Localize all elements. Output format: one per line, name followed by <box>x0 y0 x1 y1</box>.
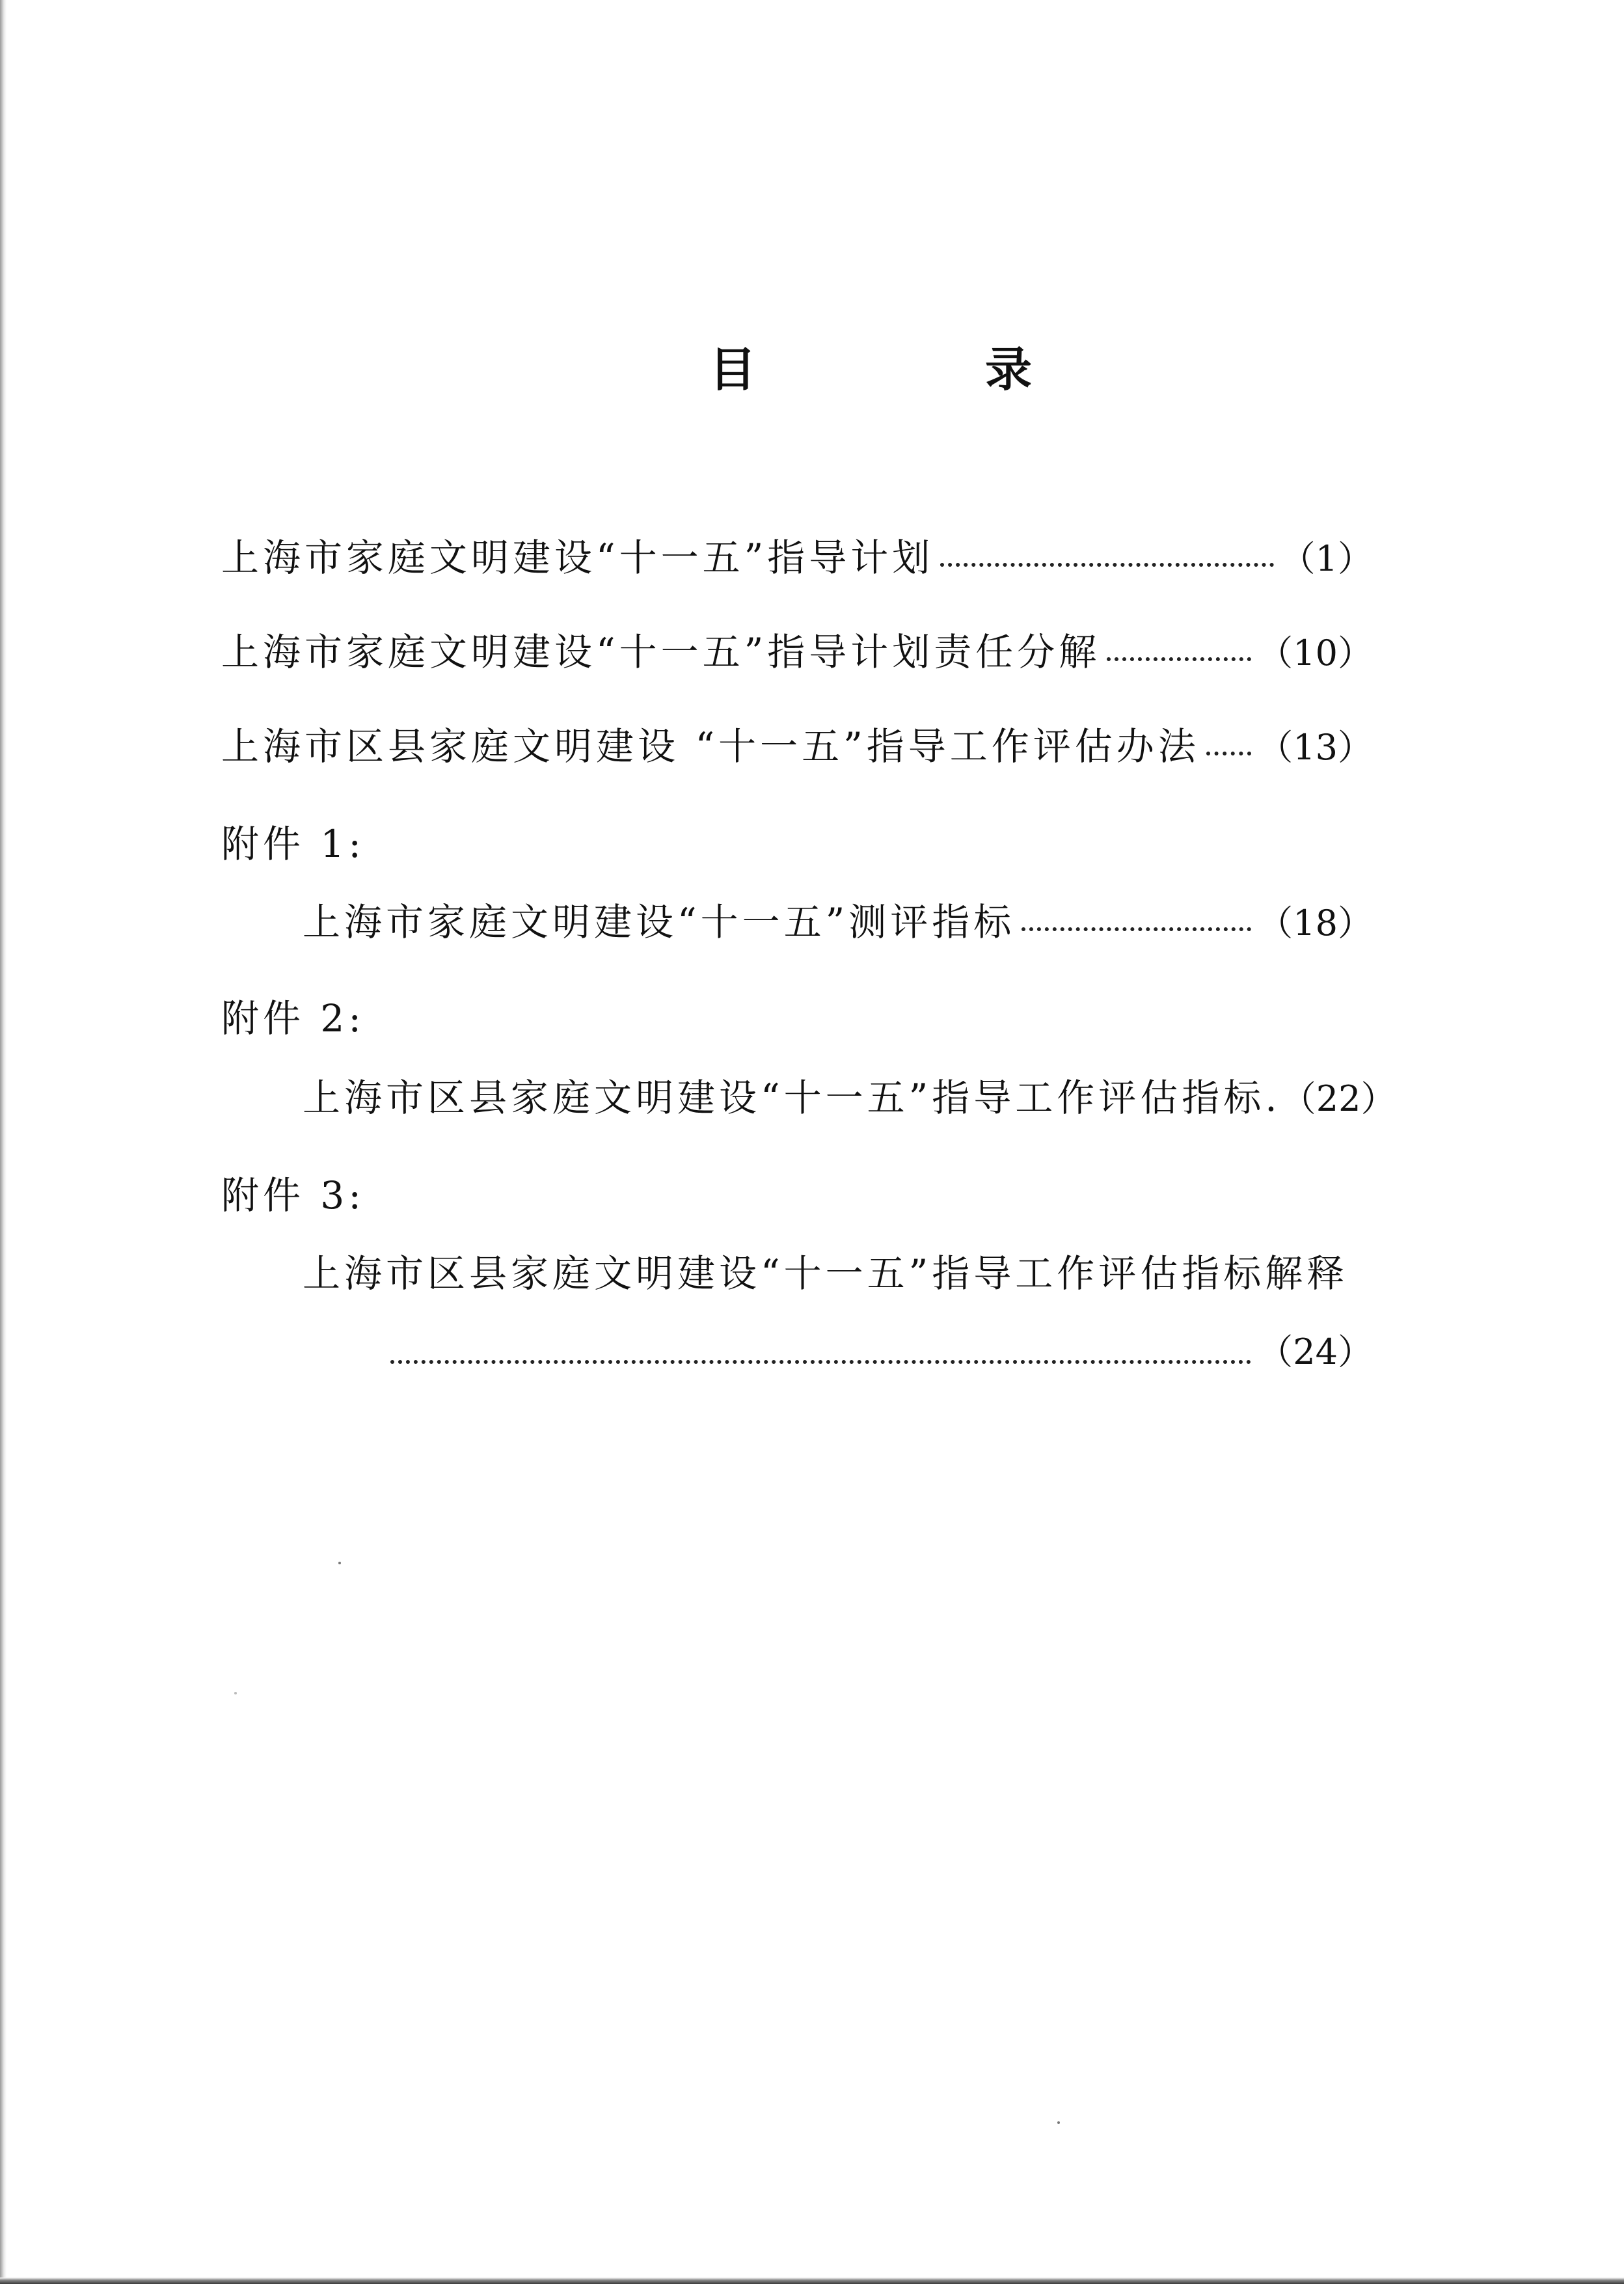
toc-page-number: （1） <box>1280 538 1373 579</box>
toc-entry-label: 上海市区县家庭文明建设 “十一五”指导工作评估办法 <box>221 724 1200 768</box>
page-title: 目 录 <box>709 342 1124 397</box>
toc-page-number: （10） <box>1258 632 1373 673</box>
toc-leader-dots <box>940 563 1273 567</box>
attachment-1-heading: 附件 1: <box>221 822 365 866</box>
toc-entry-label: 上海市家庭文明建设“十一五”测评指标 <box>303 900 1016 944</box>
toc-leader-dots <box>390 1360 1251 1364</box>
toc-attachment-3-leader <box>390 1324 1373 1376</box>
scan-edge-bottom <box>0 2277 1624 2284</box>
toc-entry-label: 上海市区县家庭文明建设“十一五”指导工作评估指标. <box>303 1076 1281 1120</box>
toc-entry-label: 上海市家庭文明建设“十一五”指导计划 <box>221 536 934 580</box>
toc-leader-dots <box>1022 927 1251 931</box>
scan-speck <box>234 1692 237 1694</box>
scan-edge-left <box>0 0 7 2284</box>
toc-entry-1 <box>221 527 1373 579</box>
toc-entry-label: 上海市家庭文明建设“十一五”指导计划责任分解 <box>221 630 1101 674</box>
toc-entry-2 <box>221 621 1373 673</box>
toc-entry-3 <box>221 716 1373 768</box>
attachment-3-heading: 附件 3: <box>221 1173 365 1217</box>
scan-speck <box>338 1562 341 1564</box>
toc-attachment-1 <box>303 891 1373 944</box>
scan-speck <box>1057 2121 1060 2124</box>
toc-page-number: （22） <box>1280 1078 1396 1119</box>
toc-leader-dots <box>1107 657 1251 661</box>
toc-page-number: （18） <box>1258 903 1373 944</box>
toc-page-number: （13） <box>1258 727 1373 768</box>
toc-page-number: （24） <box>1258 1331 1373 1372</box>
attachment-2-heading: 附件 2: <box>221 996 365 1040</box>
toc-attachment-3-label: 上海市区县家庭文明建设“十一五”指导工作评估指标解释 <box>303 1251 1349 1296</box>
toc-leader-dots <box>1206 752 1252 755</box>
toc-attachment-2 <box>303 1067 1396 1120</box>
